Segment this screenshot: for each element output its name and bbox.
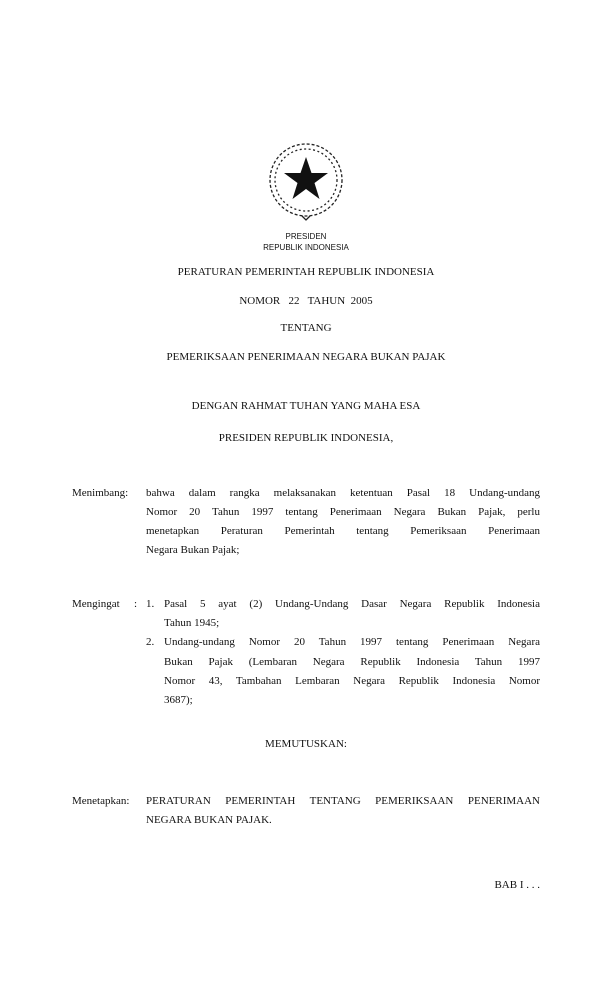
menetapkan-line: PERATURAN PEMERINTAH TENTANG PEMERIKSAAN PENERIMAAN — [146, 795, 540, 807]
mengingat-line: Nomor 43, Tambahan Lembaran Negara Republik Indonesia Nomor — [164, 675, 540, 687]
menimbang-line: Nomor 20 Tahun 1997 tentang Penerimaan Negara Bukan Pajak, perlu — [146, 506, 540, 518]
mengingat-line: Undang-undang Nomor 20 Tahun 1997 tentang Penerimaan Negara — [164, 636, 540, 648]
menetapkan-line: NEGARA BUKAN PAJAK. — [146, 814, 272, 826]
mengingat-colon: : — [134, 598, 138, 610]
office-line1: PRESIDEN — [285, 232, 327, 241]
office-line2: REPUBLIK INDONESIA — [263, 243, 349, 252]
menimbang-label: Menimbang: — [72, 487, 129, 499]
presidential-seal-icon — [266, 140, 346, 222]
item-number: 2. — [146, 636, 155, 648]
regulation-title: PERATURAN PEMERINTAH REPUBLIK INDONESIA — [177, 266, 435, 278]
memutuskan-heading: MEMUTUSKAN: — [265, 738, 347, 750]
invocation: DENGAN RAHMAT TUHAN YANG MAHA ESA — [191, 400, 421, 412]
item-number: 1. — [146, 598, 155, 610]
mengingat-line: Pasal 5 ayat (2) Undang-Undang Dasar Negara Republik Indonesia — [164, 598, 540, 610]
menimbang-line: bahwa dalam rangka melaksanakan ketentuan Pasal 18 Undang-undang — [146, 487, 540, 499]
president-heading: PRESIDEN REPUBLIK INDONESIA, — [218, 432, 394, 444]
tentang-heading: TENTANG — [280, 322, 332, 334]
menimbang-line: Negara Bukan Pajak; — [146, 544, 240, 556]
regulation-subject: PEMERIKSAAN PENERIMAAN NEGARA BUKAN PAJAK — [166, 351, 446, 363]
menetapkan-label: Menetapkan: — [72, 795, 130, 807]
mengingat-line: 3687); — [164, 694, 193, 706]
next-page-marker: BAB I . . . — [494, 879, 540, 891]
mengingat-label: Mengingat — [72, 598, 120, 610]
regulation-number: NOMOR 22 TAHUN 2005 — [239, 295, 373, 307]
menimbang-line: menetapkan Peraturan Pemerintah tentang Pemeriksaan Penerimaan — [146, 525, 540, 537]
mengingat-line: Tahun 1945; — [164, 617, 220, 629]
mengingat-line: Bukan Pajak (Lembaran Negara Republik Indonesia Tahun 1997 — [164, 656, 540, 668]
